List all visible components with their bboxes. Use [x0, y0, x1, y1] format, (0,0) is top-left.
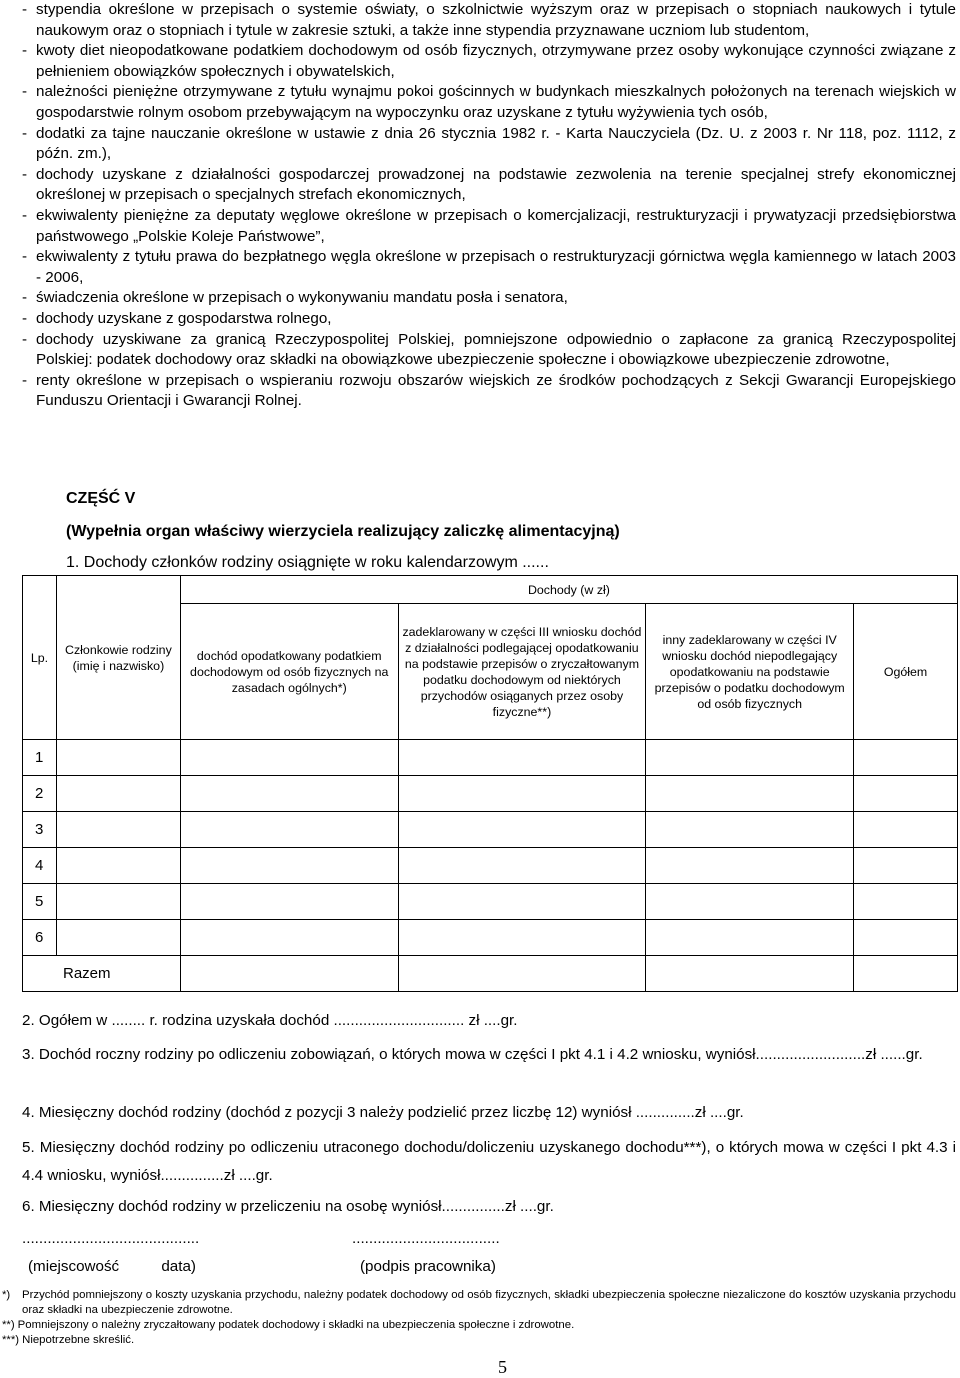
member-cell[interactable] [56, 920, 180, 956]
total-cell[interactable] [854, 848, 958, 884]
total-cell[interactable] [854, 812, 958, 848]
line-annual-after-deductions: 3. Dochód roczny rodziny po odliczeniu zobowiązań, o których mowa w części I pkt 4.1 i 4.2 wniosku, wyniósł..........................zł ......gr. [22, 1046, 923, 1063]
header-total: Ogółem [854, 604, 958, 740]
total-cell[interactable] [854, 884, 958, 920]
table-sum-row [23, 956, 958, 992]
part3-cell[interactable] [398, 848, 646, 884]
list-item: - renty określone w przepisach o wspieraniu rozwoju obszarów wiejskich ze środków pochodzących z Sekcji Gwarancji Europejskiego Funduszu Orientacji i Gwarancji Rolnej. [22, 371, 956, 410]
part3-sum-cell[interactable] [398, 956, 646, 992]
part4-cell[interactable] [646, 848, 854, 884]
part4-cell[interactable] [646, 740, 854, 776]
header-member: Członkowie rodziny (imię i nazwisko) [56, 576, 180, 740]
signature-label: (podpis pracownika) [360, 1258, 496, 1275]
table-row [23, 884, 958, 920]
row-number: 1 [23, 740, 57, 776]
part-subtitle: (Wypełnia organ właściwy wierzyciela realizujący zaliczkę alimentacyjną) [66, 523, 620, 540]
family-income-table [22, 575, 958, 992]
header-income-group: Dochody (w zł) [180, 576, 957, 604]
section-1-heading: 1. Dochody członków rodziny osiągnięte w roku kalendarzowym ...... [66, 554, 549, 571]
row-number: 4 [23, 848, 57, 884]
part4-cell[interactable] [646, 776, 854, 812]
footnote: **) Pomniejszony o należny zryczałtowany podatek dochodowy i składki na ubezpieczenia społeczne i zdrowotne. [2, 1319, 575, 1331]
part4-cell[interactable] [646, 920, 854, 956]
part3-cell[interactable] [398, 776, 646, 812]
place-date-dots: .......................................... [22, 1230, 200, 1247]
signature-dots: ................................... [352, 1230, 500, 1247]
taxed-cell[interactable] [180, 776, 398, 812]
taxed-cell[interactable] [180, 740, 398, 776]
table-row [23, 812, 958, 848]
footnote: ***) Niepotrzebne skreślić. [2, 1334, 135, 1346]
list-item: - dochody uzyskiwane za granicą Rzeczypospolitej Polskiej, pomniejszone odpowiednio o zapłacone za granicą Rzeczypospolitej Polskiej: podatek dochodowy oraz składki na obowiązkowe ubezpieczenie społeczne i obowiązkowe ubezpieczenie zdrowotne, [22, 330, 956, 369]
table-row [23, 776, 958, 812]
part3-cell[interactable] [398, 884, 646, 920]
taxed-sum-cell[interactable] [180, 956, 398, 992]
part-title: CZĘŚĆ V [66, 490, 136, 507]
list-item: - ekwiwalenty pieniężne za deputaty węglowe określone w przepisach o komercjalizacji, restrukturyzacji i prywatyzacji przedsiębiorstwa państwowego „Polskie Koleje Państwowe”, [22, 206, 956, 245]
sum-label: Razem [23, 956, 181, 992]
list-item: - dochody uzyskane z działalności gospodarczej prowadzonej na podstawie zezwolenia na terenie specjalnej strefy ekonomicznej określonej w przepisach o specjalnych strefach ekonomicznych, [22, 165, 956, 204]
table-row [23, 740, 958, 776]
header-part3-income: zadeklarowany w części III wniosku dochód z działalności podlegającej opodatkowaniu na podstawie przepisów o zryczałtowanym podatku dochodowym od niektórych przychodów osiąganych przez osoby fizyczne**) [398, 604, 646, 740]
part3-cell[interactable] [398, 920, 646, 956]
list-item: - świadczenia określone w przepisach o wykonywaniu mandatu posła i senatora, [22, 289, 568, 307]
header-taxed-income: dochód opodatkowany podatkiem dochodowym od osób fizycznych na zasadach ogólnych*) [180, 604, 398, 740]
row-number: 6 [23, 920, 57, 956]
member-cell[interactable] [56, 776, 180, 812]
line-total-year: 2. Ogółem w ........ r. rodzina uzyskała dochód ............................... zł ....gr. [22, 1012, 518, 1029]
place-date-label: (miejscowość data) [28, 1258, 196, 1275]
line-monthly-adjusted: 5. Miesięczny dochód rodziny po odliczeniu utraconego dochodu/doliczeniu uzyskanego dochodu***), o których mowa w części I pkt 4.3 i 4.4 wniosku, wyniósł...............zł ....gr. [22, 1139, 956, 1184]
member-cell[interactable] [56, 884, 180, 920]
member-cell[interactable] [56, 812, 180, 848]
member-cell[interactable] [56, 848, 180, 884]
footnote: *) Przychód pomniejszony o koszty uzyskania przychodu, należny podatek dochodowy od osób fizycznych, składki ubezpieczenia społeczne niezaliczone do kosztów uzyskania przychodu oraz składki na ubezpieczenie zdrowotne. [2, 1289, 956, 1316]
part3-cell[interactable] [398, 740, 646, 776]
list-item: - ekwiwalenty z tytułu prawa do bezpłatnego węgla określone w przepisach o restrukturyzacji górnictwa węgla kamiennego w latach 2003 - 2006, [22, 248, 956, 286]
line-monthly-income: 4. Miesięczny dochód rodziny (dochód z pozycji 3 należy podzielić przez liczbę 12) wyniósł ..............zł ....gr. [22, 1104, 744, 1121]
part4-cell[interactable] [646, 812, 854, 848]
header-part4-income: inny zadeklarowany w części IV wniosku dochód niepodlegający opodatkowaniu na podstawie przepisów o podatku dochodowym od osób fizycznych [646, 604, 854, 740]
total-cell[interactable] [854, 776, 958, 812]
part3-cell[interactable] [398, 812, 646, 848]
total-cell[interactable] [854, 740, 958, 776]
line-per-person: 6. Miesięczny dochód rodziny w przeliczeniu na osobę wyniósł...............zł ....gr. [22, 1198, 554, 1215]
list-item: - dochody uzyskane z gospodarstwa rolnego, [22, 309, 332, 327]
taxed-cell[interactable] [180, 884, 398, 920]
footnotes [2, 1288, 956, 1348]
total-sum-cell[interactable] [854, 956, 958, 992]
list-item: - należności pieniężne otrzymywane z tytułu wynajmu pokoi gościnnych w budynkach mieszkalnych położonych na terenach wiejskich w gospodarstwie rolnym osobom przebywającym na wypoczynku oraz uzyskane z tytułu wyżywienia tych osób, [22, 83, 956, 121]
row-number: 5 [23, 884, 57, 920]
table-row [23, 848, 958, 884]
header-lp: Lp. [23, 576, 57, 740]
row-number: 2 [23, 776, 57, 812]
list-item: - stypendia określone w przepisach o systemie oświaty, o szkolnictwie wyższym oraz w przepisach o stopniach naukowych i tytule naukowym oraz o stopniach i tytule w zakresie sztuki, a także inne stypendia przyznawane uczniom lub studentom, [22, 1, 956, 39]
taxed-cell[interactable] [180, 848, 398, 884]
income-exclusions-list [22, 0, 956, 412]
part4-sum-cell[interactable] [646, 956, 854, 992]
total-cell[interactable] [854, 920, 958, 956]
taxed-cell[interactable] [180, 920, 398, 956]
part4-cell[interactable] [646, 884, 854, 920]
row-number: 3 [23, 812, 57, 848]
list-item: - dodatki za tajne nauczanie określone w ustawie z dnia 26 stycznia 1982 r. - Karta Nauczyciela (Dz. U. z 2003 r. Nr 118, poz. 1112, z późn. zm.), [22, 124, 956, 163]
table-row [23, 920, 958, 956]
page-number: 5 [498, 1357, 507, 1377]
taxed-cell[interactable] [180, 812, 398, 848]
list-item: - kwoty diet nieopodatkowane podatkiem dochodowym od osób fizycznych, otrzymywane przez osoby wykonujące czynności związane z pełnieniem obowiązków społecznych i obywatelskich, [22, 42, 956, 80]
member-cell[interactable] [56, 740, 180, 776]
